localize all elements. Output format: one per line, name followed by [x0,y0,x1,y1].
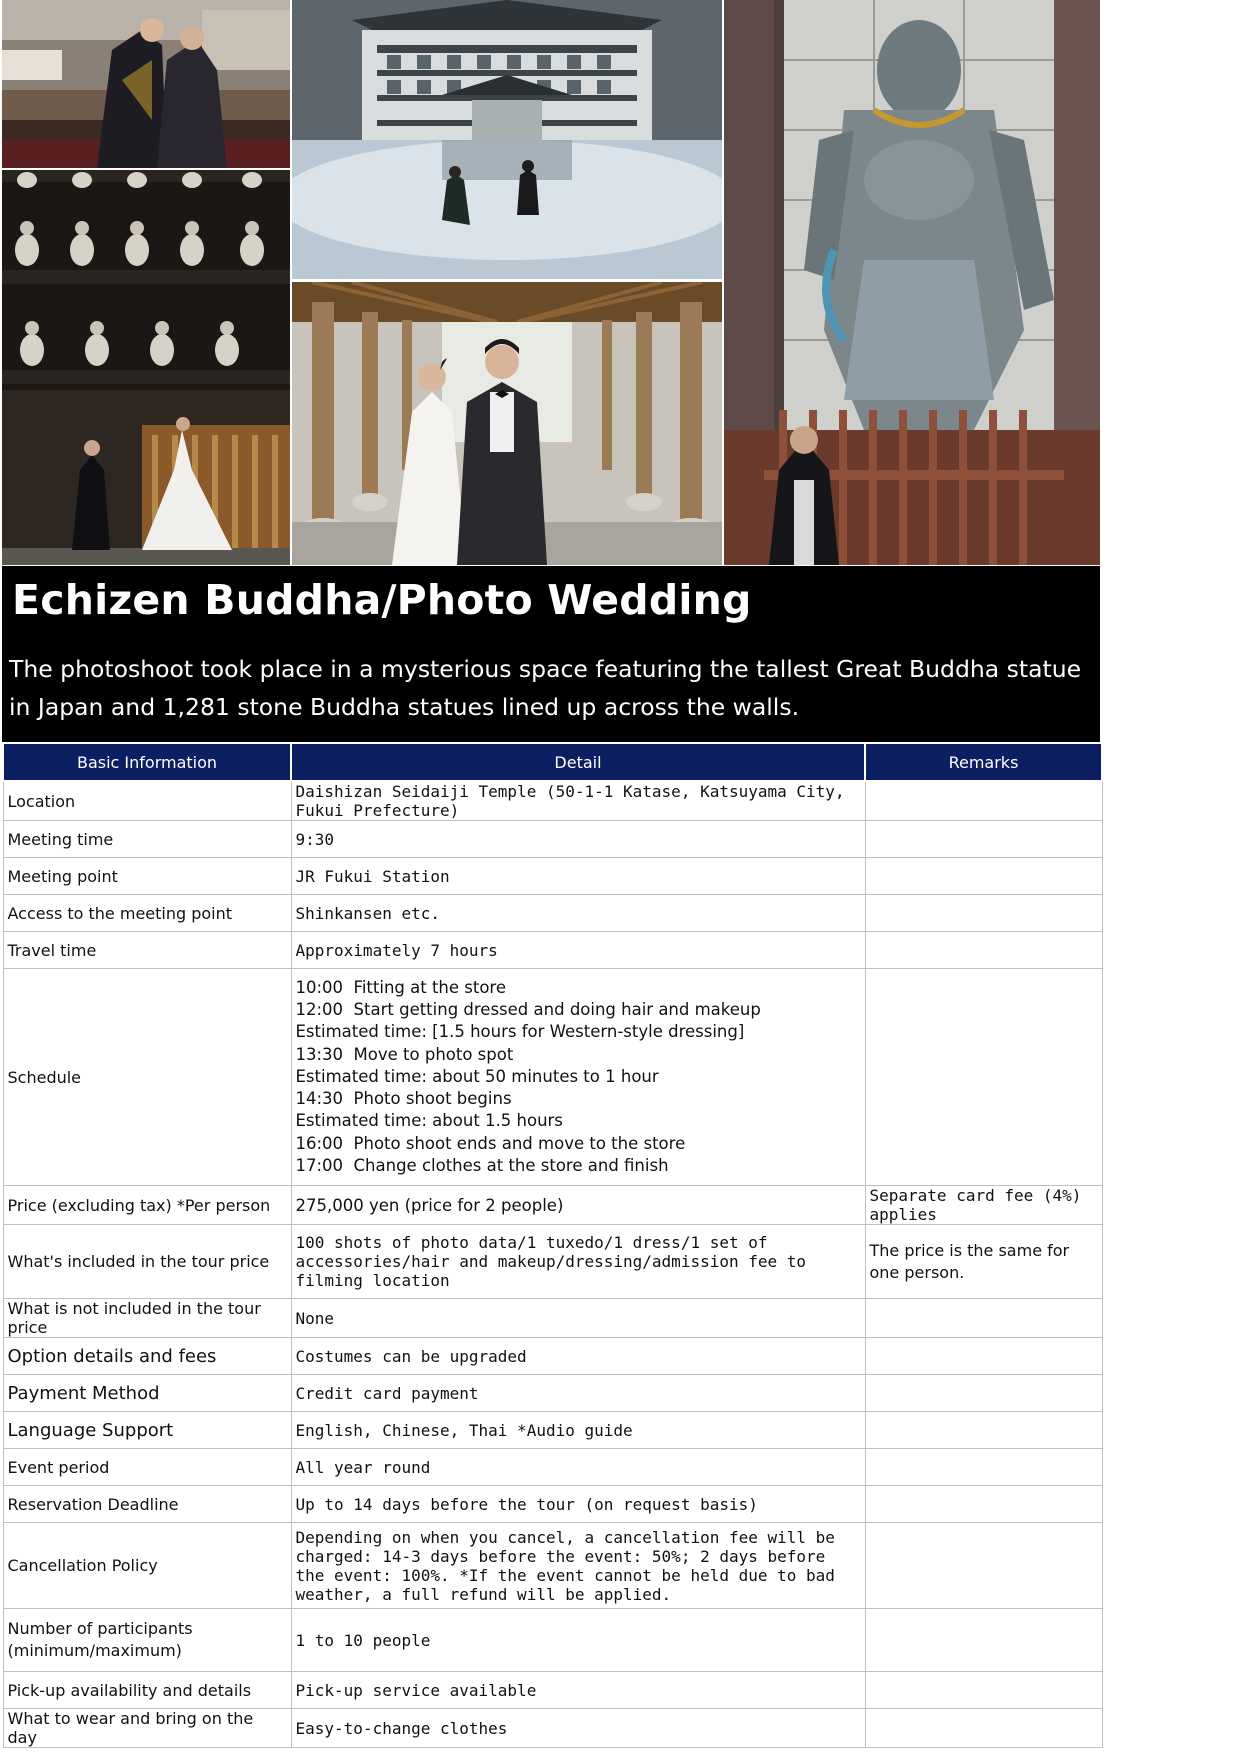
row-remark [865,1338,1102,1375]
row-label: Travel time [3,932,291,969]
page-title: Echizen Buddha/Photo Wedding [12,576,752,624]
row-detail: Easy-to-change clothes [291,1709,865,1748]
row-remark [865,1609,1102,1672]
row-remark [865,821,1102,858]
row-detail: Credit card payment [291,1375,865,1412]
row-label: Reservation Deadline [3,1486,291,1523]
row-label: Option details and fees [3,1338,291,1375]
table-row [3,895,1102,932]
table-row-schedule [3,969,1102,1186]
row-detail: 1 to 10 people [291,1609,865,1672]
row-detail: 275,000 yen (price for 2 people) [291,1186,865,1225]
row-detail: Shinkansen etc. [291,895,865,932]
row-remark [865,969,1102,1186]
schedule-item: 17:00 Change clothes at the store and finish [295,1156,669,1176]
row-remark [865,895,1102,932]
row-remark [865,1523,1102,1609]
schedule-item: Estimated time: about 1.5 hours [295,1111,563,1131]
table-row [3,1486,1102,1523]
row-remark: The price is the same for one person. [865,1225,1102,1299]
table-row [3,1375,1102,1412]
row-remark [865,932,1102,969]
table-row [3,1338,1102,1375]
row-detail: English, Chinese, Thai *Audio guide [291,1412,865,1449]
schedule-item: 13:30 Move to photo spot [295,1044,514,1064]
schedule-item: 16:00 Photo shoot ends and move to the store [295,1133,686,1153]
row-remark [865,1412,1102,1449]
table-row [3,1412,1102,1449]
row-remark [865,1449,1102,1486]
row-detail: Costumes can be upgraded [291,1338,865,1375]
schedule-item: 12:00 Start getting dressed and doing hair and makeup [295,999,761,1019]
row-label: Cancellation Policy [3,1523,291,1609]
row-detail: Approximately 7 hours [291,932,865,969]
schedule-item: Estimated time: [1.5 hours for Western-style dressing] [295,1022,745,1042]
row-remark [865,1486,1102,1523]
row-label: What's included in the tour price [3,1225,291,1299]
row-remark [865,781,1102,821]
table-row [3,1186,1102,1225]
schedule-item: Estimated time: about 50 minutes to 1 hour [295,1066,659,1086]
table-row [3,932,1102,969]
row-label: What to wear and bring on the day [3,1709,291,1748]
row-label: Schedule [3,969,291,1186]
couple-in-kimono-photo [2,0,290,168]
column-header-detail: Detail [291,743,865,781]
row-detail: Pick-up service available [291,1672,865,1709]
row-detail: JR Fukui Station [291,858,865,895]
row-label: Access to the meeting point [3,895,291,932]
row-remark [865,1375,1102,1412]
hero-description: The photoshoot took place in a mysterious space featuring the tallest Great Buddha statue in Japan and 1,281 stone Buddha statues lined up across the walls. [9,655,1082,721]
nio-guardian-statue-photo [724,0,1100,565]
table-row [3,1609,1102,1672]
row-remark [865,1299,1102,1338]
row-detail: 9:30 [291,821,865,858]
stone-buddha-wall-photo [2,170,290,565]
schedule-list [291,969,865,1186]
row-label: Payment Method [3,1375,291,1412]
schedule-item: 10:00 Fitting at the store [295,977,506,997]
column-header-basic-information: Basic Information [3,743,291,781]
photo-collage [2,0,1100,565]
row-label: Price (excluding tax) *Per person [3,1186,291,1225]
schedule-item: 14:30 Photo shoot begins [295,1089,512,1109]
table-row [3,1709,1102,1748]
tour-info-table [2,742,1103,1748]
table-row [3,781,1102,821]
hero-banner [2,566,1100,742]
row-label: Meeting point [3,858,291,895]
row-label: Number of participants (minimum/maximum) [3,1609,291,1672]
row-label: Event period [3,1449,291,1486]
row-label: Meeting time [3,821,291,858]
row-detail: Depending on when you cancel, a cancellation fee will be charged: 14-3 days before the event: 50%; 2 days before the event: 100%. *If the event cannot be held due to bad weather, a full refund will be applied. [291,1523,865,1609]
table-row [3,821,1102,858]
row-label: What is not included in the tour price [3,1299,291,1338]
row-label: Pick-up availability and details [3,1672,291,1709]
table-row [3,1672,1102,1709]
row-detail: All year round [291,1449,865,1486]
temple-misty-courtyard-photo [292,0,722,279]
row-detail: None [291,1299,865,1338]
row-detail: Daishizan Seidaiji Temple (50-1-1 Katase, Katsuyama City, Fukui Prefecture) [291,781,865,821]
table-row [3,1449,1102,1486]
row-remark: Separate card fee (4%) applies [865,1186,1102,1225]
table-row [3,858,1102,895]
row-label: Language Support [3,1412,291,1449]
couple-in-corridor-photo [292,282,722,565]
row-detail: Up to 14 days before the tour (on request basis) [291,1486,865,1523]
row-detail: 100 shots of photo data/1 tuxedo/1 dress/1 set of accessories/hair and makeup/dressing/admission fee to filming location [291,1225,865,1299]
column-header-remarks: Remarks [865,743,1102,781]
table-row [3,1225,1102,1299]
row-remark [865,858,1102,895]
row-remark [865,1672,1102,1709]
table-row [3,1299,1102,1338]
row-label: Location [3,781,291,821]
row-remark [865,1709,1102,1748]
table-header-row [3,743,1102,781]
table-row [3,1523,1102,1609]
